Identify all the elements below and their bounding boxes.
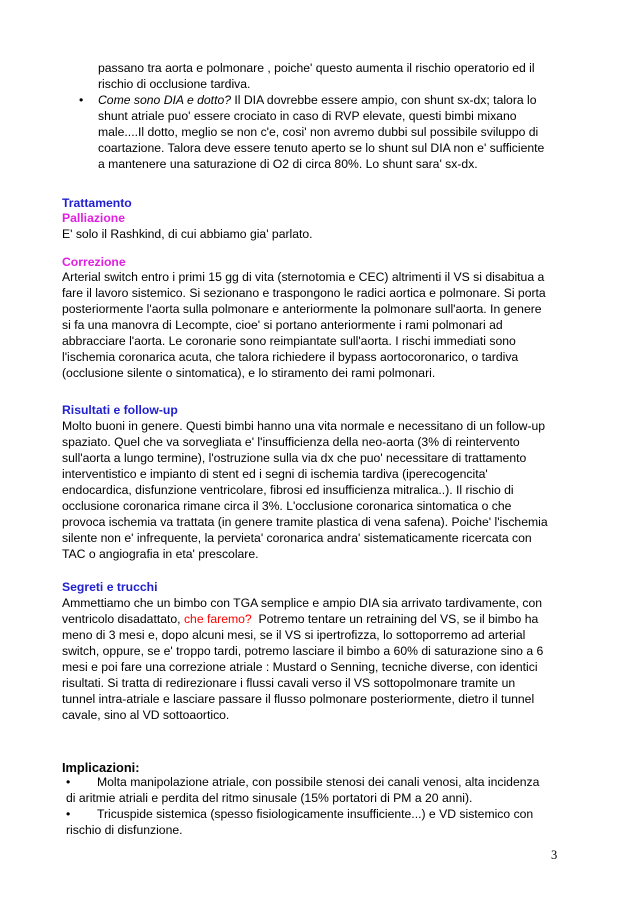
- page-number: 3: [551, 848, 558, 862]
- correzione-line: fare il lavoro sistemico. Si sezionano e traspongono le radici aortica e polmonare. Si porta: [62, 286, 546, 300]
- risultati-heading: Risultati e follow-up: [62, 403, 178, 417]
- bullet-icon: •: [79, 93, 84, 107]
- risultati-line: sull'aorta a lungo termine), l'ostruzione sulla via dx che puo' necessitare di trattamento: [62, 451, 527, 465]
- segreti-line-2-end: Potremo tentare un retraining del VS, se il bimbo ha: [251, 612, 539, 626]
- segreti-line-1: Ammettiamo che un bimbo con TGA semplice e ampio DIA sia arrivato tardivamente, con: [62, 596, 543, 610]
- implicazioni-item-2-line-2: rischio di disfunzione.: [66, 823, 183, 837]
- risultati-line: TAC o angiografia in eta' prescolare.: [62, 547, 259, 561]
- intro-bullet-line-4: coartazione. Talora deve essere tenuto aperto se lo shunt sul DIA non e' sufficiente: [98, 141, 545, 155]
- intro-bullet-line-1: [98, 93, 578, 109]
- segreti-line: switch, oppure, se e' troppo tardi, potremo lasciare il bimbo a 60% di saturazione sino a 6: [62, 644, 544, 658]
- correzione-line: Arterial switch entro i primi 15 gg di vita (sternotomia e CEC) altrimenti il VS si disabitua a: [62, 270, 545, 284]
- risultati-line: endocardica, disfunzione ventricolare, fibrosi ed insufficienza mitralica..). Il rischio di: [62, 483, 514, 497]
- risultati-line: Molto buoni in genere. Questi bimbi hanno una vita normale e necessitano di un follow-up: [62, 419, 546, 433]
- segreti-line: risultati. Si tratta di redirezionare i flussi cavali verso il VS sottopolmonare tramite un: [62, 676, 516, 690]
- segreti-line: mesi e poi fare una correzione atriale : Mustard o Senning, tecniche diverse, con identici: [62, 660, 538, 674]
- segreti-line-2: [62, 612, 582, 628]
- segreti-question-highlight: che faremo?: [183, 612, 252, 626]
- intro-continuation-line-2: rischio di occlusione tardiva.: [98, 77, 251, 91]
- implicazioni-item-2-line-1: Tricuspide sistemica (spesso fisiologicamente insufficiente...) e VD sistemico con: [97, 807, 534, 821]
- implicazioni-item-1-line-2: di aritmie atriali e perdita del ritmo sinusale (15% portatori di PM a 20 anni).: [66, 791, 473, 805]
- correzione-heading: Correzione: [62, 255, 126, 269]
- segreti-line: meno di 3 mesi e, dopo alcuni mesi, se il VS si ipertrofizza, lo sottoporremo ad arterial: [62, 628, 526, 642]
- implicazioni-heading: Implicazioni:: [62, 760, 140, 775]
- intro-bullet-text: Il DIA dovrebbe essere ampio, con shunt sx-dx; talora lo: [231, 93, 537, 107]
- risultati-line: spaziato. Quel che va sorvegliata e' l'insufficienza della neo-aorta (3% di reintervento: [62, 435, 520, 449]
- correzione-line: si fa una manovra di Lecompte, cioe' si portano anteriormente i rami polmonari ad: [62, 318, 503, 332]
- intro-continuation-line-1: passano tra aorta e polmonare , poiche' questo aumenta il rischio operatorio ed il: [98, 61, 535, 75]
- segreti-line: tunnel intra-atriale e lasciare passare il flusso polmonare posteriormente, dietro il tunnel: [62, 692, 535, 706]
- intro-bullet-line-5: a mantenere una saturazione di O2 di circa 80%. Lo shunt sara' sx-dx.: [98, 157, 478, 171]
- risultati-line: interventistico e impianto di stent ed i segni di ischemia tardiva (iperecogencita': [62, 467, 488, 481]
- bullet-icon: •: [66, 775, 71, 789]
- correzione-line: l'ischemia coronarica acuta, che talora richiedere il bypass aortocoronarico, o tardiva: [62, 350, 519, 364]
- correzione-line: posteriormente l'aorta sulla polmonare e anteriormente la polmonare sull'aorta. In genere: [62, 302, 542, 316]
- risultati-line: provoca ischemia va trattata (in genere tramite plastica di vena safena). Poiche' l'ischemia: [62, 515, 548, 529]
- intro-bullet-line-3: male....Il dotto, meglio se non c'e, cosi' non avremo dubbi sul possibile sviluppo di: [98, 125, 539, 139]
- intro-bullet-line-2: shunt atriale puo' essere crociato in caso di RVP elevate, questi bimbi mixano: [98, 109, 517, 123]
- palliazione-text: E' solo il Rashkind, di cui abbiamo gia' parlato.: [62, 227, 313, 241]
- bullet-icon: •: [66, 807, 71, 821]
- correzione-line: (occlusione silente o sintomatica), e lo stiramento dei rami polmonari.: [62, 366, 436, 380]
- correzione-line: abbracciare l'aorta. Le coronarie sono reimpiantate sull'aorta. I rischi immediati sono: [62, 334, 516, 348]
- risultati-line: silente non e' infrequente, la pervieta' coronarica andra' sistematicamente ricercata con: [62, 531, 532, 545]
- segreti-line-2-start: ventricolo disadattato,: [62, 612, 184, 626]
- segreti-heading: Segreti e trucchi: [62, 580, 158, 594]
- risultati-line: occlusione coronarica rimane circa il 3%. L'occlusione coronarica sintomatica o che: [62, 499, 512, 513]
- intro-bullet-question: Come sono DIA e dotto?: [98, 93, 232, 107]
- palliazione-heading: Palliazione: [62, 211, 125, 225]
- trattamento-heading: Trattamento: [62, 196, 132, 210]
- segreti-line: cavale, sino al VD sottoaortico.: [62, 708, 230, 722]
- implicazioni-item-1-line-1: Molta manipolazione atriale, con possibile stenosi dei canali venosi, alta incidenza: [97, 775, 540, 789]
